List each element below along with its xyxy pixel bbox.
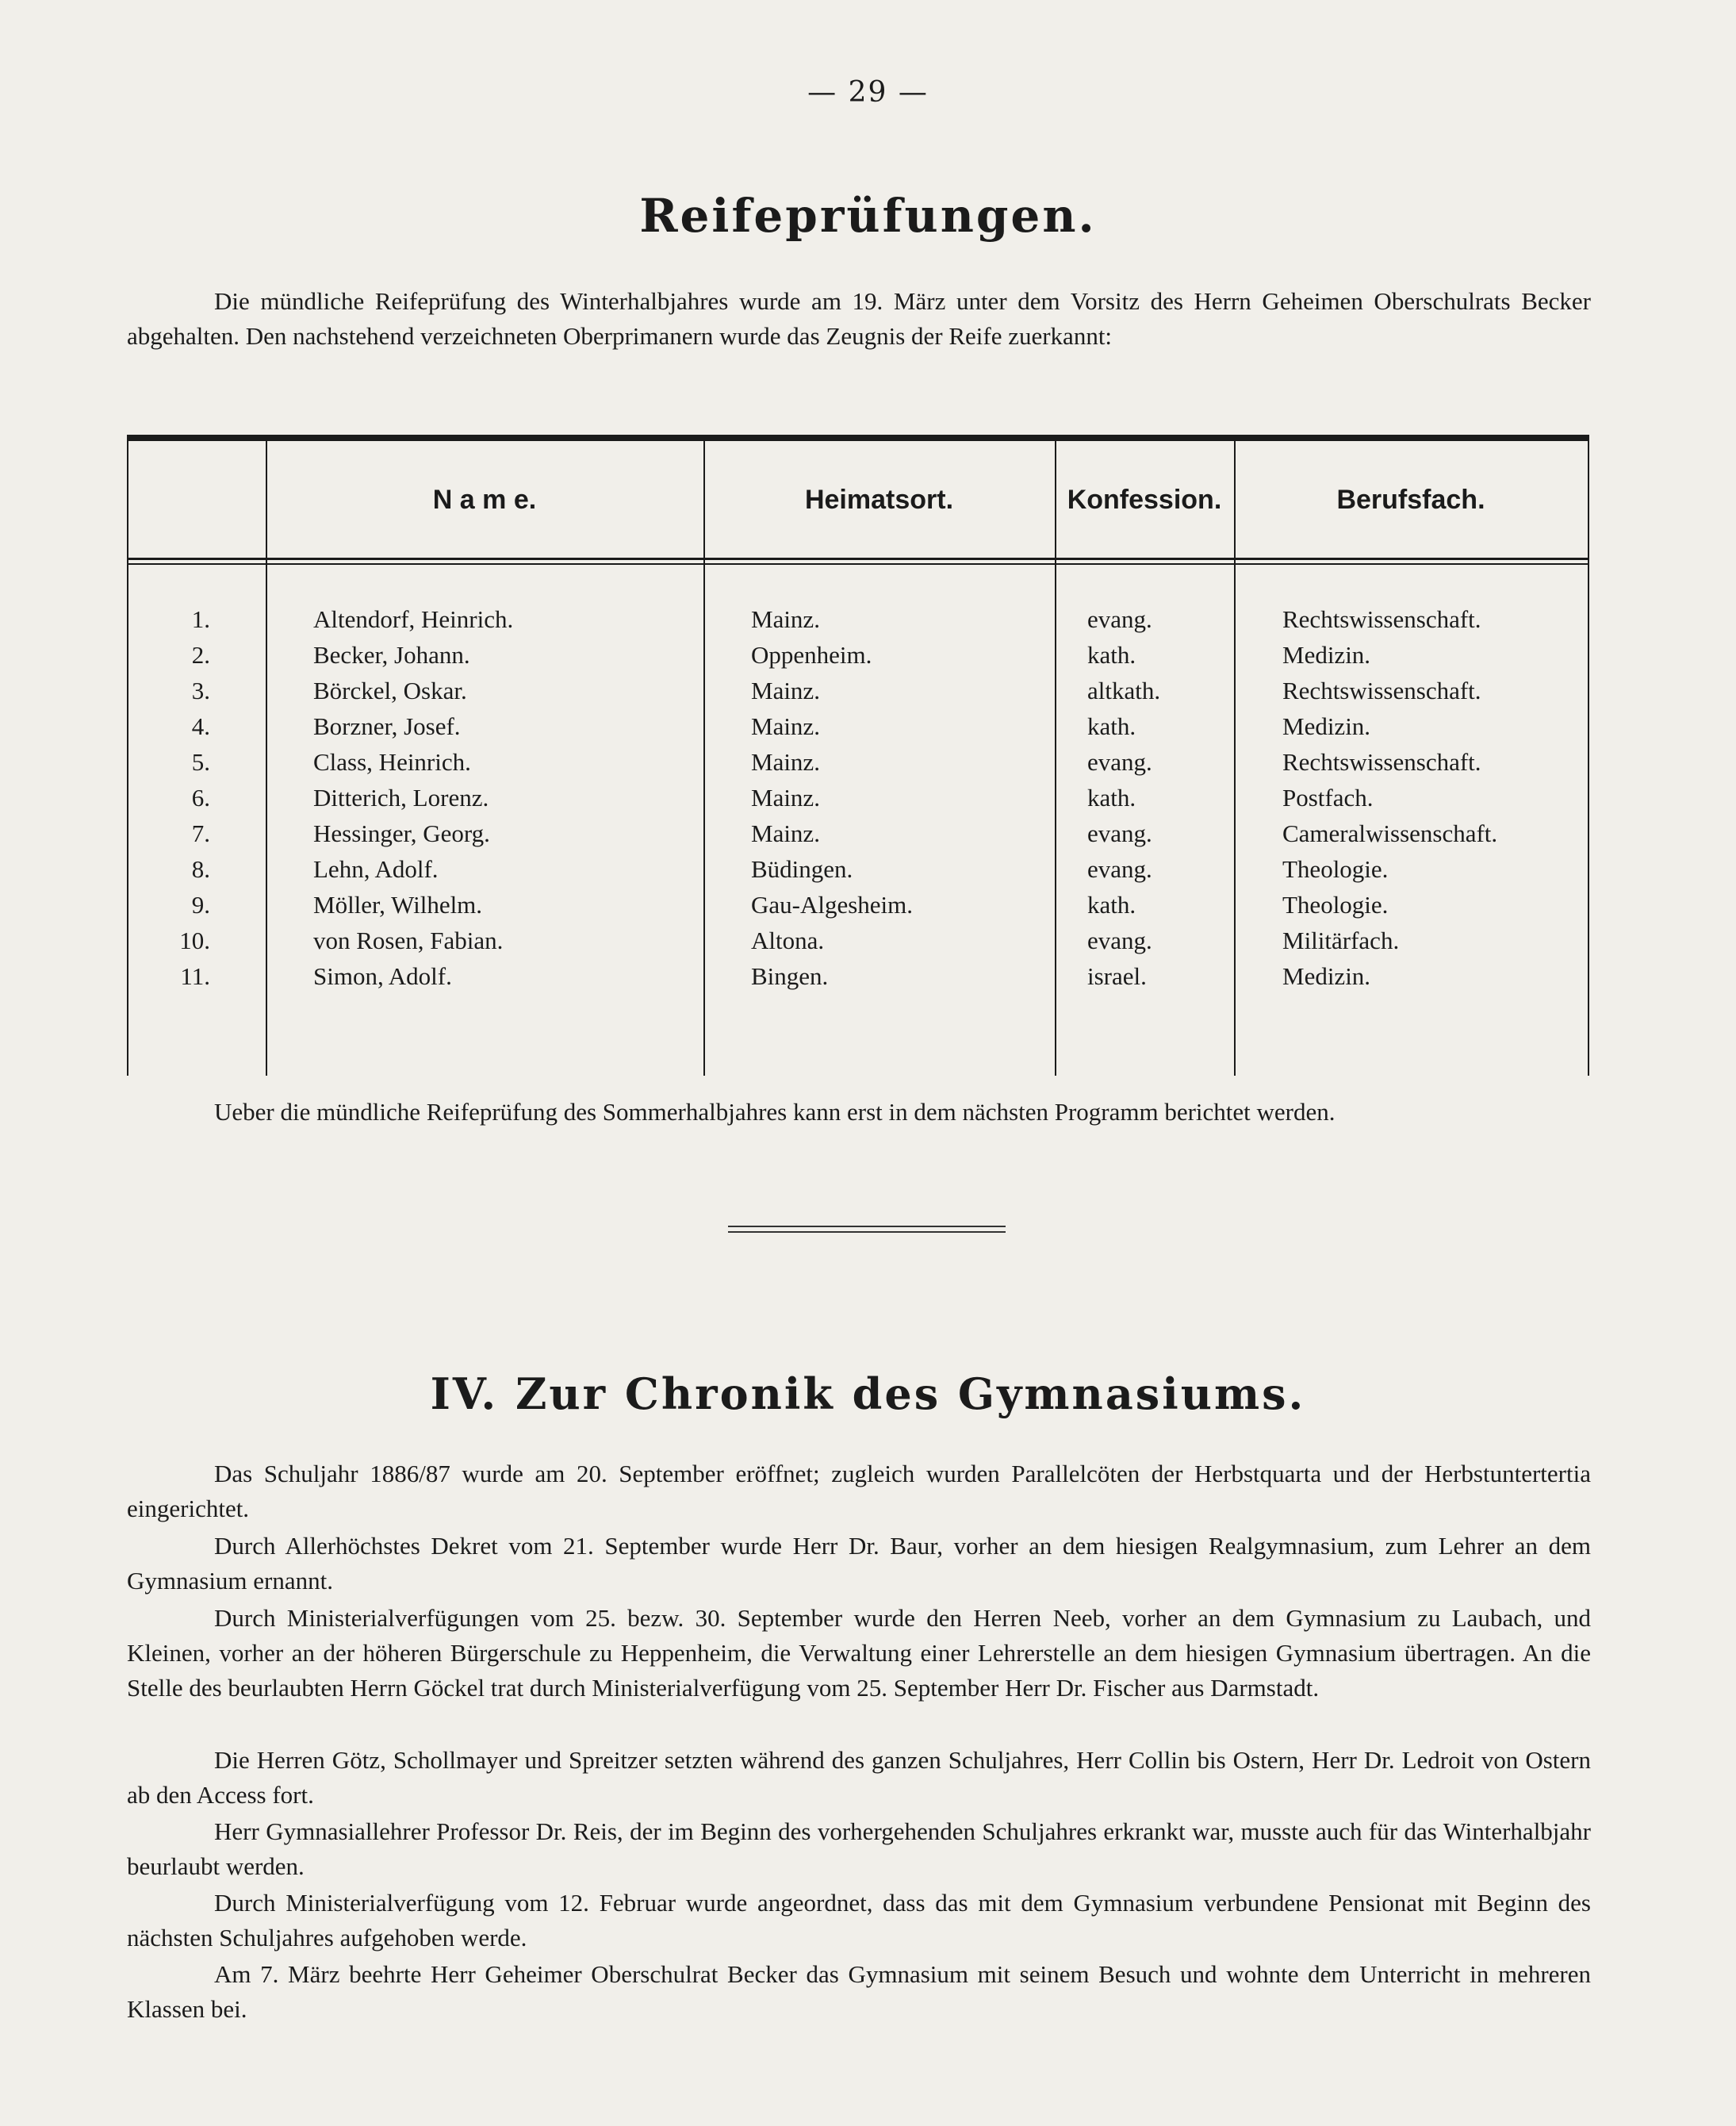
row-number: 3.	[191, 677, 210, 704]
row-number: 7.	[191, 819, 210, 847]
row-konfession: kath.	[1087, 784, 1136, 812]
row-number: 6.	[191, 784, 210, 812]
row-number: 8.	[191, 855, 210, 883]
table-top-rule	[127, 435, 1589, 441]
table-row	[127, 744, 1589, 780]
row-heimatsort: Mainz.	[751, 605, 820, 633]
row-berufsfach: Medizin.	[1282, 641, 1371, 669]
row-name: Becker, Johann.	[313, 641, 470, 669]
row-heimatsort: Mainz.	[751, 784, 820, 812]
row-berufsfach: Postfach.	[1282, 784, 1374, 812]
row-heimatsort: Mainz.	[751, 677, 820, 704]
table-header-rule-2	[127, 563, 1589, 565]
header-konfession: Konfession.	[1067, 485, 1222, 515]
section-title-reifepruefungen: Reifeprüfungen.	[639, 189, 1097, 243]
row-name: Class, Heinrich.	[313, 748, 471, 776]
table-row	[127, 958, 1589, 994]
chronik-paragraph: Durch Ministerialverfügung vom 12. Februar wurde angeordnet, dass das mit dem Gymnasium verbundene Pensionat mit Beginn des nächsten Schuljahres aufgehoben werde.	[127, 1889, 1591, 1951]
row-berufsfach: Rechtswissenschaft.	[1282, 605, 1481, 633]
row-konfession: evang.	[1087, 855, 1152, 883]
header-number	[127, 476, 266, 524]
chronik-paragraph: Das Schuljahr 1886/87 wurde am 20. September eröffnet; zugleich wurden Parallelcöten der Herbstquarta und der Herbstuntertertia eingerichtet.	[127, 1460, 1591, 1522]
row-berufsfach: Militärfach.	[1282, 927, 1400, 954]
table-row	[127, 780, 1589, 815]
row-berufsfach: Medizin.	[1282, 712, 1371, 740]
row-number: 5.	[191, 748, 210, 776]
intro-paragraph: Die mündliche Reifeprüfung des Winterhalbjahres wurde am 19. März unter dem Vorsitz des Herrn Geheimen Oberschulrats Becker abgehalten. Den nachstehend verzeichneten Oberprimanern wurde das Zeugnis der Reife zuerkannt:	[127, 287, 1591, 350]
row-konfession: evang.	[1087, 819, 1152, 847]
row-konfession: israel.	[1087, 962, 1147, 990]
row-name: Simon, Adolf.	[313, 962, 452, 990]
header-heimatsort: Heimatsort.	[804, 485, 954, 515]
section-title-chronik: IV. Zur Chronik des Gymnasiums.	[430, 1368, 1306, 1419]
table-header-rule	[127, 558, 1589, 560]
table-row	[127, 887, 1589, 923]
header-berufsfach: Berufsfach.	[1336, 485, 1485, 515]
row-name: Möller, Wilhelm.	[313, 891, 483, 919]
page-number: — 29 —	[807, 76, 929, 109]
row-name: Altendorf, Heinrich.	[313, 605, 514, 633]
row-konfession: altkath.	[1087, 677, 1161, 704]
row-konfession: kath.	[1087, 641, 1136, 669]
row-berufsfach: Theologie.	[1282, 855, 1389, 883]
table-row	[127, 673, 1589, 708]
row-name: Lehn, Adolf.	[313, 855, 439, 883]
row-konfession: kath.	[1087, 712, 1136, 740]
row-heimatsort: Mainz.	[751, 748, 820, 776]
row-name: Borzner, Josef.	[313, 712, 461, 740]
row-konfession: evang.	[1087, 927, 1152, 954]
row-number: 11.	[180, 962, 210, 990]
outro-paragraph: Ueber die mündliche Reifeprüfung des Sommerhalbjahres kann erst in dem nächsten Programm berichtet werden.	[214, 1098, 1336, 1126]
table-row	[127, 851, 1589, 887]
row-berufsfach: Rechtswissenschaft.	[1282, 677, 1481, 704]
row-name: von Rosen, Fabian.	[313, 927, 504, 954]
row-berufsfach: Theologie.	[1282, 891, 1389, 919]
row-heimatsort: Bingen.	[751, 962, 829, 990]
row-konfession: evang.	[1087, 748, 1152, 776]
row-konfession: evang.	[1087, 605, 1152, 633]
row-name: Börckel, Oskar.	[313, 677, 467, 704]
row-heimatsort: Mainz.	[751, 819, 820, 847]
row-number: 10.	[179, 927, 210, 954]
table-row	[127, 815, 1589, 851]
row-heimatsort: Mainz.	[751, 712, 820, 740]
table-row	[127, 708, 1589, 744]
table-row	[127, 923, 1589, 958]
row-heimatsort: Oppenheim.	[751, 641, 872, 669]
row-number: 4.	[191, 712, 210, 740]
row-name: Hessinger, Georg.	[313, 819, 490, 847]
graduates-table	[127, 435, 1589, 1076]
row-konfession: kath.	[1087, 891, 1136, 919]
table-row	[127, 637, 1589, 673]
row-name: Ditterich, Lorenz.	[313, 784, 489, 812]
row-berufsfach: Medizin.	[1282, 962, 1371, 990]
row-number: 9.	[191, 891, 210, 919]
section-separator	[728, 1226, 1006, 1233]
row-heimatsort: Gau-Algesheim.	[751, 891, 914, 919]
header-name: N a m e.	[432, 485, 537, 515]
chronik-paragraph: Durch Ministerialverfügungen vom 25. bezw. 30. September wurde den Herren Neeb, vorher an dem Gymnasium zu Laubach, und Kleinen, vorher an der höheren Bürgerschule zu Heppenheim, die Verwaltung einer Lehrerstelle an dem hiesigen Gymnasium übertragen. An die Stelle des beurlaubten Herrn Göckel trat durch Ministerialverfügung vom 25. September Herr Dr. Fischer aus Darmstadt.	[127, 1604, 1591, 1702]
table-row	[127, 601, 1589, 637]
chronik-paragraph: Am 7. März beehrte Herr Geheimer Oberschulrat Becker das Gymnasium mit seinem Besuch und wohnte dem Unterricht in mehreren Klassen bei.	[127, 1960, 1591, 2023]
row-heimatsort: Altona.	[751, 927, 825, 954]
row-berufsfach: Cameralwissenschaft.	[1282, 819, 1498, 847]
chronik-paragraph: Herr Gymnasiallehrer Professor Dr. Reis, der im Beginn des vorhergehenden Schuljahres erkrankt war, musste auch für das Winterhalbjahr beurlaubt werden.	[127, 1817, 1591, 1880]
chronik-paragraph: Die Herren Götz, Schollmayer und Spreitzer setzten während des ganzen Schuljahres, Herr Collin bis Ostern, Herr Dr. Ledroit von Ostern ab den Access fort.	[127, 1746, 1591, 1809]
row-number: 2.	[191, 641, 210, 669]
chronik-paragraph: Durch Allerhöchstes Dekret vom 21. September wurde Herr Dr. Baur, vorher an dem hiesigen Realgymnasium, zum Lehrer an dem Gymnasium ernannt.	[127, 1532, 1591, 1594]
row-number: 1.	[191, 605, 210, 633]
row-heimatsort: Büdingen.	[751, 855, 853, 883]
row-berufsfach: Rechtswissenschaft.	[1282, 748, 1481, 776]
